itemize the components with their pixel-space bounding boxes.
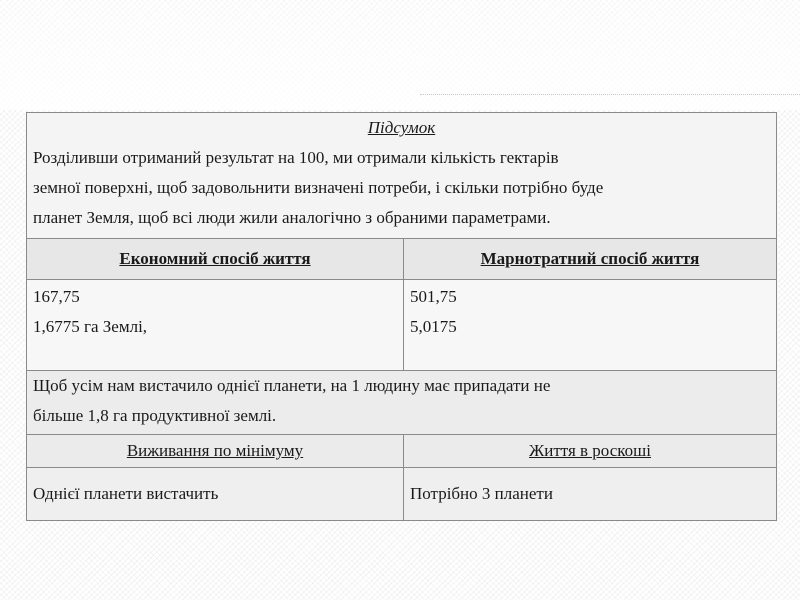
summary-table	[26, 112, 777, 521]
wasteful-value-hectares: 501,75	[410, 287, 457, 306]
note-line: більше 1,8 га продуктивної землі.	[33, 406, 277, 425]
outcome-result-row	[27, 468, 777, 521]
luxury-header-cell	[404, 435, 777, 468]
note-row	[27, 371, 777, 435]
wasteful-value-planets: 5,0175	[410, 317, 457, 336]
summary-line: планет Земля, щоб всі люди жили аналогічно з обраними параметрами.	[33, 208, 551, 227]
title-divider	[420, 94, 800, 95]
economic-lifestyle-header: Економний спосіб життя	[119, 249, 311, 268]
note-cell	[27, 371, 777, 435]
lifestyle-header-row	[27, 239, 777, 280]
survival-header-cell	[27, 435, 404, 468]
survival-result: Однієї планети вистачить	[33, 484, 219, 503]
luxury-result-cell	[404, 468, 777, 521]
note-line: Щоб усім нам вистачило однієї планети, на 1 людину має припадати не	[33, 376, 551, 395]
summary-title: Підсумок	[367, 118, 436, 137]
summary-line: земної поверхні, щоб задовольнити визначені потреби, і скільки потрібно буде	[33, 178, 604, 197]
survival-header: Виживання по мінімуму	[126, 441, 304, 460]
economic-value-hectares: 167,75	[33, 287, 80, 306]
wasteful-values-cell	[404, 280, 777, 371]
survival-result-cell	[27, 468, 404, 521]
summary-cell	[27, 113, 777, 239]
outcome-header-row	[27, 435, 777, 468]
summary-row	[27, 113, 777, 239]
lifestyle-values-row	[27, 280, 777, 371]
economic-values-cell	[27, 280, 404, 371]
wasteful-header-cell	[404, 239, 777, 280]
economic-value-planets: 1,6775 га Землі,	[33, 317, 148, 336]
wasteful-lifestyle-header: Марнотратний спосіб життя	[480, 249, 700, 268]
economic-header-cell	[27, 239, 404, 280]
luxury-header: Життя в роскоші	[529, 441, 651, 460]
luxury-result: Потрібно 3 планети	[410, 484, 553, 503]
summary-line: Розділивши отриманий результат на 100, ми отримали кількість гектарів	[33, 148, 559, 167]
